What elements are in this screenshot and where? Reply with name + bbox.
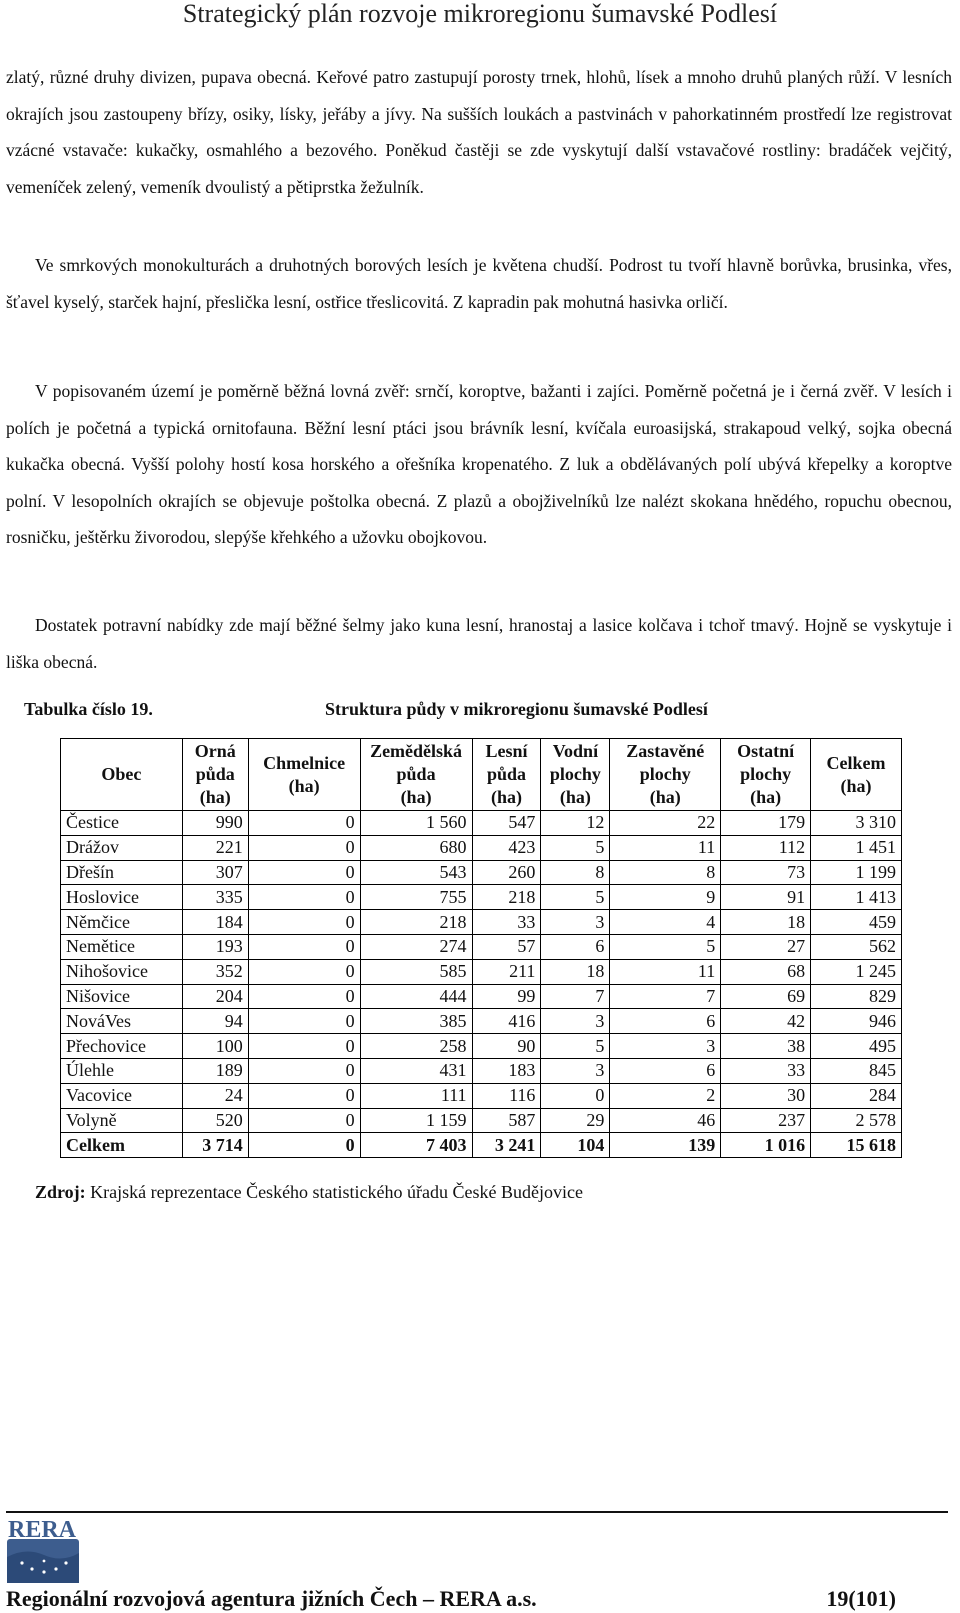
value-cell: 352 xyxy=(182,959,248,984)
value-cell: 547 xyxy=(472,811,541,836)
municipality-cell: Celkem xyxy=(61,1133,183,1158)
value-cell: 112 xyxy=(721,835,811,860)
col-header-celkem: Celkem (ha) xyxy=(811,739,902,811)
value-cell: 12 xyxy=(541,811,610,836)
value-cell: 6 xyxy=(541,934,610,959)
footer-organization: Regionální rozvojová agentura jižních Čech – RERA a.s. xyxy=(6,1586,537,1611)
value-cell: 0 xyxy=(248,910,360,935)
municipality-cell: Nihošovice xyxy=(61,959,183,984)
value-cell: 1 560 xyxy=(360,811,472,836)
table-total-row xyxy=(61,1133,902,1158)
value-cell: 94 xyxy=(182,1009,248,1034)
value-cell: 22 xyxy=(610,811,721,836)
table-header-row xyxy=(61,739,902,811)
value-cell: 7 403 xyxy=(360,1133,472,1158)
value-cell: 38 xyxy=(721,1034,811,1059)
value-cell: 1 159 xyxy=(360,1108,472,1133)
value-cell: 104 xyxy=(541,1133,610,1158)
value-cell: 5 xyxy=(541,1034,610,1059)
value-cell: 7 xyxy=(610,984,721,1009)
value-cell: 139 xyxy=(610,1133,721,1158)
logo-text: RERA xyxy=(8,1517,77,1543)
value-cell: 543 xyxy=(360,860,472,885)
value-cell: 2 578 xyxy=(811,1108,902,1133)
value-cell: 99 xyxy=(472,984,541,1009)
value-cell: 18 xyxy=(541,959,610,984)
value-cell: 42 xyxy=(721,1009,811,1034)
value-cell: 0 xyxy=(248,934,360,959)
value-cell: 6 xyxy=(610,1058,721,1083)
municipality-cell: Vacovice xyxy=(61,1083,183,1108)
table-row xyxy=(61,835,902,860)
value-cell: 520 xyxy=(182,1108,248,1133)
value-cell: 587 xyxy=(472,1108,541,1133)
value-cell: 218 xyxy=(472,885,541,910)
value-cell: 0 xyxy=(248,860,360,885)
value-cell: 211 xyxy=(472,959,541,984)
value-cell: 307 xyxy=(182,860,248,885)
value-cell: 562 xyxy=(811,934,902,959)
value-cell: 1 245 xyxy=(811,959,902,984)
table-row xyxy=(61,984,902,1009)
value-cell: 69 xyxy=(721,984,811,1009)
source-text: Krajská reprezentace Českého statistického úřadu České Budějovice xyxy=(90,1182,583,1202)
value-cell: 73 xyxy=(721,860,811,885)
value-cell: 3 714 xyxy=(182,1133,248,1158)
value-cell: 1 199 xyxy=(811,860,902,885)
municipality-cell: Volyně xyxy=(61,1108,183,1133)
value-cell: 5 xyxy=(541,835,610,860)
value-cell: 68 xyxy=(721,959,811,984)
value-cell: 9 xyxy=(610,885,721,910)
value-cell: 0 xyxy=(248,959,360,984)
value-cell: 91 xyxy=(721,885,811,910)
value-cell: 423 xyxy=(472,835,541,860)
value-cell: 0 xyxy=(248,1034,360,1059)
value-cell: 0 xyxy=(541,1083,610,1108)
value-cell: 260 xyxy=(472,860,541,885)
table-caption xyxy=(24,696,944,722)
value-cell: 3 241 xyxy=(472,1133,541,1158)
value-cell: 11 xyxy=(610,959,721,984)
col-header-lesni-puda: Lesní půda (ha) xyxy=(472,739,541,811)
table-title: Struktura půdy v mikroregionu šumavské Podlesí xyxy=(325,699,708,719)
value-cell: 30 xyxy=(721,1083,811,1108)
footer-divider xyxy=(6,1511,948,1513)
value-cell: 33 xyxy=(721,1058,811,1083)
table-row xyxy=(61,811,902,836)
value-cell: 990 xyxy=(182,811,248,836)
table-row xyxy=(61,860,902,885)
value-cell: 680 xyxy=(360,835,472,860)
value-cell: 0 xyxy=(248,984,360,1009)
value-cell: 100 xyxy=(182,1034,248,1059)
value-cell: 3 xyxy=(541,1058,610,1083)
municipality-cell: Němčice xyxy=(61,910,183,935)
col-header-chmelnice: Chmelnice (ha) xyxy=(248,739,360,811)
municipality-cell: NováVes xyxy=(61,1009,183,1034)
value-cell: 0 xyxy=(248,1083,360,1108)
col-header-ostatni-plochy: Ostatní plochy (ha) xyxy=(721,739,811,811)
value-cell: 189 xyxy=(182,1058,248,1083)
value-cell: 2 xyxy=(610,1083,721,1108)
value-cell: 284 xyxy=(811,1083,902,1108)
value-cell: 183 xyxy=(472,1058,541,1083)
value-cell: 0 xyxy=(248,885,360,910)
value-cell: 5 xyxy=(541,885,610,910)
table-source xyxy=(35,1180,583,1204)
value-cell: 0 xyxy=(248,835,360,860)
table-row xyxy=(61,1009,902,1034)
municipality-cell: Čestice xyxy=(61,811,183,836)
value-cell: 444 xyxy=(360,984,472,1009)
col-header-vodni-plochy: Vodní plochy (ha) xyxy=(541,739,610,811)
value-cell: 0 xyxy=(248,1009,360,1034)
col-header-orna-puda: Orná půda (ha) xyxy=(182,739,248,811)
value-cell: 3 xyxy=(610,1034,721,1059)
table-body xyxy=(61,811,902,1158)
value-cell: 946 xyxy=(811,1009,902,1034)
value-cell: 4 xyxy=(610,910,721,935)
municipality-cell: Úlehle xyxy=(61,1058,183,1083)
value-cell: 193 xyxy=(182,934,248,959)
value-cell: 459 xyxy=(811,910,902,935)
paragraph-forest-flora: Ve smrkových monokulturách a druhotných borových lesích je květena chudší. Podrost tu tvoří hlavně borůvka, brusinka, vřes, šťavel kyselý, starček hajní, přeslička lesní, ostřice třeslicovitá. Z kapradin pak mohutná hasivka orličí. xyxy=(6,255,952,312)
value-cell: 57 xyxy=(472,934,541,959)
source-label: Zdroj: xyxy=(35,1182,86,1202)
value-cell: 585 xyxy=(360,959,472,984)
value-cell: 1 016 xyxy=(721,1133,811,1158)
col-header-obec: Obec xyxy=(61,739,183,811)
table-row xyxy=(61,1034,902,1059)
value-cell: 111 xyxy=(360,1083,472,1108)
value-cell: 0 xyxy=(248,811,360,836)
rera-logo xyxy=(6,1517,82,1585)
value-cell: 845 xyxy=(811,1058,902,1083)
table-row xyxy=(61,1108,902,1133)
table-row xyxy=(61,1083,902,1108)
col-header-zemedelska-puda: Zemědělská půda (ha) xyxy=(360,739,472,811)
value-cell: 11 xyxy=(610,835,721,860)
table-row xyxy=(61,934,902,959)
value-cell: 33 xyxy=(472,910,541,935)
value-cell: 495 xyxy=(811,1034,902,1059)
value-cell: 7 xyxy=(541,984,610,1009)
value-cell: 3 xyxy=(541,910,610,935)
value-cell: 237 xyxy=(721,1108,811,1133)
footer-page-number: 19(101) xyxy=(826,1586,896,1611)
municipality-cell: Drážov xyxy=(61,835,183,860)
page-header-title: Strategický plán rozvoje mikroregionu šumavské Podlesí xyxy=(182,0,778,28)
table-row xyxy=(61,1058,902,1083)
value-cell: 258 xyxy=(360,1034,472,1059)
value-cell: 6 xyxy=(610,1009,721,1034)
value-cell: 0 xyxy=(248,1058,360,1083)
value-cell: 27 xyxy=(721,934,811,959)
paragraph-predators: Dostatek potravní nabídky zde mají běžné šelmy jako kuna lesní, hranostaj a lasice kolčava i tchoř tmavý. Hojně se vyskytuje i liška obecná. xyxy=(6,615,952,672)
value-cell: 431 xyxy=(360,1058,472,1083)
value-cell: 1 451 xyxy=(811,835,902,860)
value-cell: 0 xyxy=(248,1108,360,1133)
value-cell: 46 xyxy=(610,1108,721,1133)
value-cell: 179 xyxy=(721,811,811,836)
value-cell: 15 618 xyxy=(811,1133,902,1158)
value-cell: 0 xyxy=(248,1133,360,1158)
value-cell: 1 413 xyxy=(811,885,902,910)
municipality-cell: Hoslovice xyxy=(61,885,183,910)
municipality-cell: Nišovice xyxy=(61,984,183,1009)
value-cell: 29 xyxy=(541,1108,610,1133)
municipality-cell: Přechovice xyxy=(61,1034,183,1059)
value-cell: 218 xyxy=(360,910,472,935)
paragraph-fauna: V popisovaném území je poměrně běžná lovná zvěř: srnčí, koroptve, bažanti i zajíci. Poměrně početná je i černá zvěř. V lesích i polích je početná a typická ornitofauna. Běžní lesní ptáci jsou brávník lesní, kvíčala euroasijská, strakapoud velký, sojka obecná kukačka obecná. Vyšší polohy hostí kosa horského a ořešníka kropenatého. Z luk a obdělávaných polí ubývá křepelky a koroptve polní. V lesopolních okrajích se objevuje poštolka obecná. Z plazů a obojživelníků lze nalézt skokana hnědého, ropuchu obecnou, rosničku, ještěrku živorodou, slepýše křehkého a užovku obojkovou. xyxy=(6,381,952,547)
value-cell: 18 xyxy=(721,910,811,935)
value-cell: 204 xyxy=(182,984,248,1009)
value-cell: 24 xyxy=(182,1083,248,1108)
value-cell: 274 xyxy=(360,934,472,959)
paragraph-flora-meadows: zlatý, různé druhy divizen, pupava obecná. Keřové patro zastupují porosty trnek, hlohů, lísek a mnoho druhů planých růží. V lesních okrajích jsou zastoupeny břízy, osiky, lísky, jeřáby a jívy. Na sušších loukách a pastvinách v pahorkatinném prostředí lze registrovat vzácné vstavače: kukačky, osmahlého a bezového. Poněkud častěji se zde vyskytují další vstavačové rostliny: bradáček vejčitý, vemeníček zelený, vemeník dvoulistý a pětiprstka žežulník. xyxy=(6,67,952,197)
municipality-cell: Dřešín xyxy=(61,860,183,885)
col-header-zastavene-plochy: Zastavěné plochy (ha) xyxy=(610,739,721,811)
land-structure-table xyxy=(60,738,902,1158)
value-cell: 90 xyxy=(472,1034,541,1059)
value-cell: 5 xyxy=(610,934,721,959)
value-cell: 184 xyxy=(182,910,248,935)
value-cell: 8 xyxy=(610,860,721,885)
table-row xyxy=(61,885,902,910)
value-cell: 221 xyxy=(182,835,248,860)
table-row xyxy=(61,910,902,935)
value-cell: 385 xyxy=(360,1009,472,1034)
value-cell: 8 xyxy=(541,860,610,885)
table-number: Tabulka číslo 19. xyxy=(24,699,153,719)
value-cell: 335 xyxy=(182,885,248,910)
municipality-cell: Nemětice xyxy=(61,934,183,959)
value-cell: 3 310 xyxy=(811,811,902,836)
value-cell: 116 xyxy=(472,1083,541,1108)
value-cell: 755 xyxy=(360,885,472,910)
value-cell: 3 xyxy=(541,1009,610,1034)
table-row xyxy=(61,959,902,984)
value-cell: 416 xyxy=(472,1009,541,1034)
value-cell: 829 xyxy=(811,984,902,1009)
